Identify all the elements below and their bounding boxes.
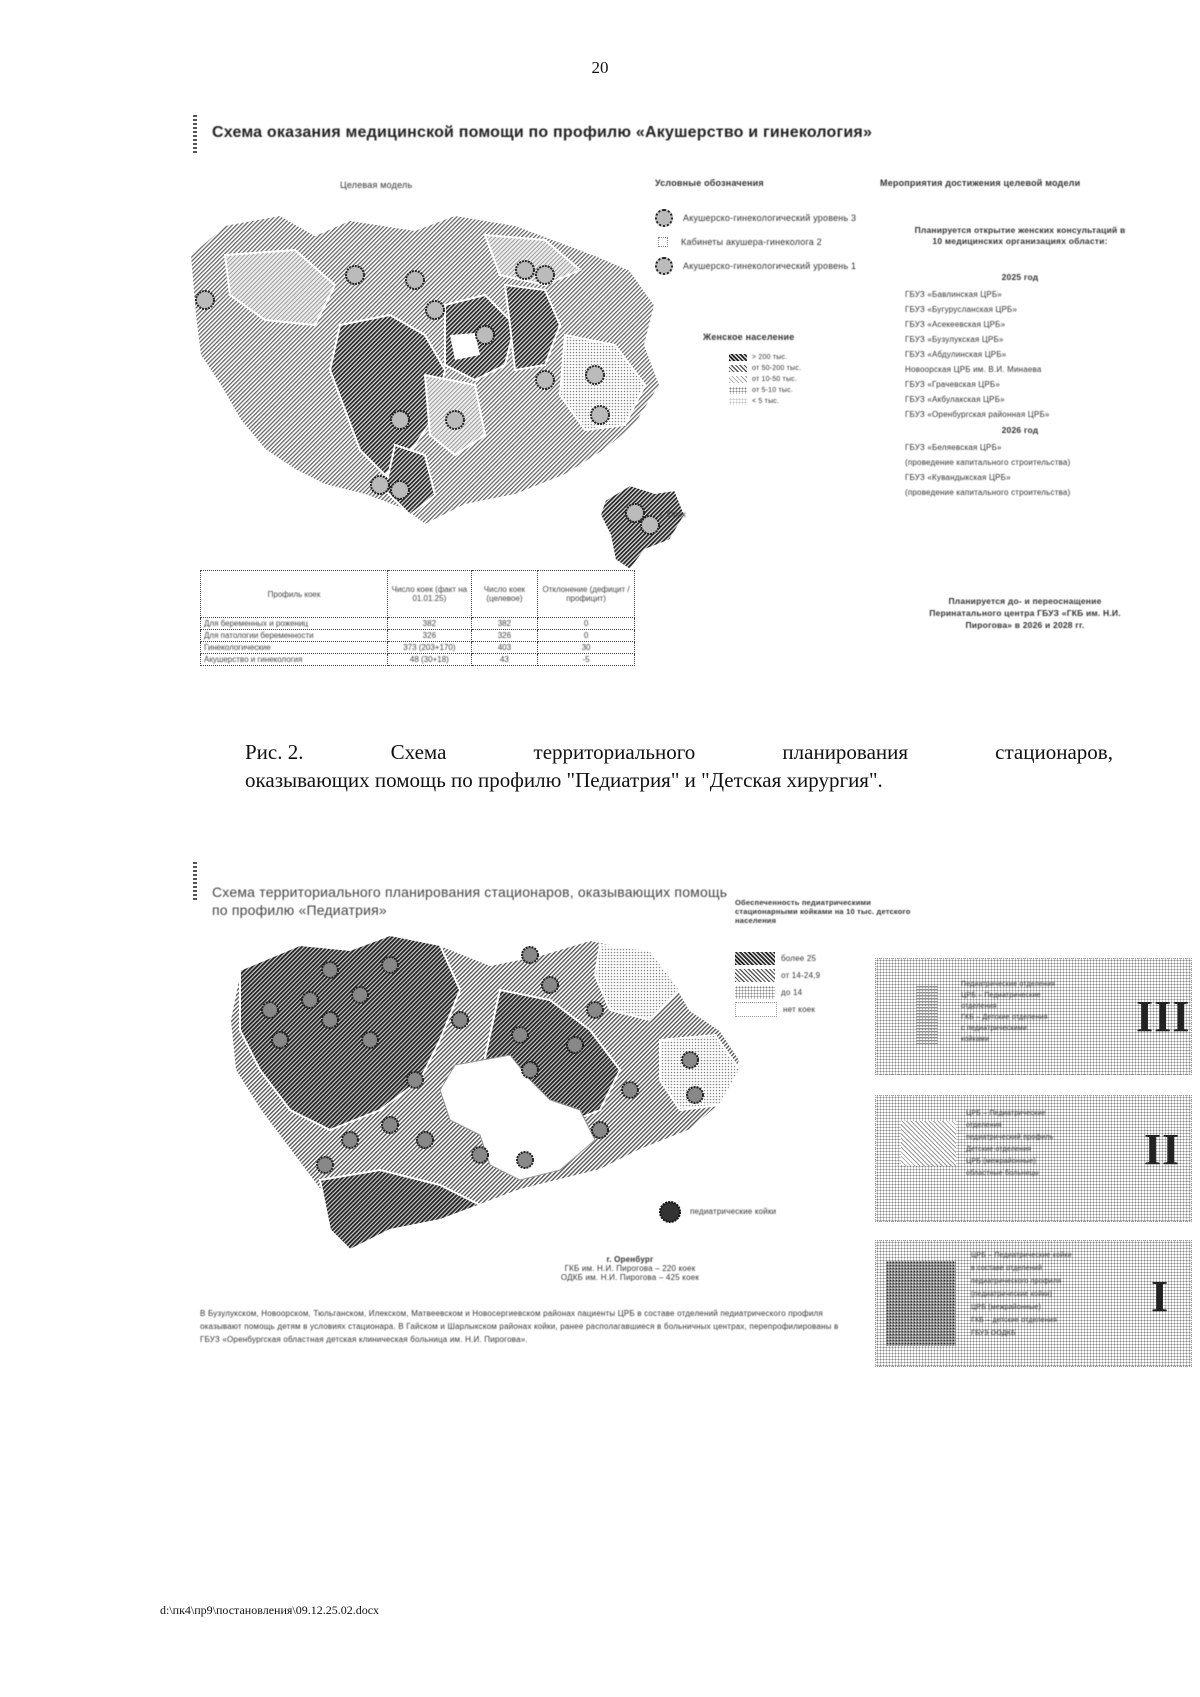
table-cell: 326 [388, 630, 472, 642]
figure-1-legend-header: Условные обозначения [655, 178, 764, 188]
figure-2-note: В Бузулукском, Новоорском, Тюльганском, Илекском, Матвеевском и Новосергиевском районах пациенты ЦРБ в составе отделений педиатрического профиля оказывают помощь детям в условиях стационара. В Гайском и Шарлыкском районах койки, ранее располагавшиеся в больничных центрах, перепрофилированы в ГБУЗ «Оренбургская областная детская клиническая больница им. Н.И. Пирогова». [200, 1309, 839, 1344]
population-swatch [729, 398, 747, 405]
legend-item [655, 230, 856, 254]
caption-word: стационаров, [995, 740, 1113, 764]
panel-line: ЦРБ (межрайонные) [971, 1304, 1042, 1311]
table-row [201, 630, 635, 642]
population-label: < 5 тыс. [752, 398, 780, 405]
population-label: от 10-50 тыс. [752, 376, 798, 383]
population-item [729, 352, 849, 363]
panel-line: ЦРБ – Педиатрические койки [971, 1252, 1072, 1259]
table-cell: 0 [538, 630, 635, 642]
population-swatch [729, 365, 747, 372]
panel-icon [916, 984, 938, 1044]
footer-file-path: d:\пк4\пр9\постановления\09.12.25.02.docx [160, 1603, 380, 1617]
figure-1-rule [193, 113, 197, 153]
population-swatch [729, 354, 747, 361]
city-hospital: ГКБ им. Н.И. Пирогова – 220 коек [564, 1264, 696, 1273]
list-item: ГБУЗ «Грачевская ЦРБ» [905, 380, 1001, 389]
panel-level-1 [875, 1240, 1192, 1367]
figure-2-title-line-2: по профилю «Педиатрия» [212, 902, 387, 918]
panel-icon [901, 1121, 956, 1166]
plan-note: Планируется до- и переоснащение Перинатального центра ГБУЗ «ГКБ им. Н.И. Пирогова» в 2026 и 2028 гг. [929, 596, 1121, 630]
panel-text [971, 1249, 1141, 1340]
caption-word: территориального [533, 740, 696, 764]
legend-label: от 14-24,9 [781, 971, 821, 980]
caption-word: Схема [390, 740, 447, 764]
list-item: ГБУЗ «Оренбургская районная ЦРБ» [905, 410, 1050, 419]
panel-level-2 [875, 1095, 1192, 1222]
caption-line-2: оказывающих помощь по профилю "Педиатрия" и "Детская хирургия". [245, 768, 883, 792]
panel-line: педиатрического профиля [971, 1278, 1062, 1285]
measures-list-2026 [905, 440, 1145, 500]
city-label: г. Орск [660, 510, 686, 519]
legend-item [655, 206, 856, 230]
level-label: I [1151, 1272, 1169, 1321]
panel-icon [886, 1261, 956, 1346]
list-item: (проведение капитального строительства) [905, 488, 1071, 497]
figure-1-region-map [185, 195, 705, 615]
panel-line: в составе отделений [971, 1265, 1043, 1272]
year-2025: 2025 год [1001, 272, 1039, 282]
table-cell: Акушерство и гинекология [201, 654, 388, 666]
table-cell: 382 [388, 618, 472, 630]
table-cell: 48 (30+18) [388, 654, 472, 666]
table-cell: 0 [538, 618, 635, 630]
table-cell: Для патологии беременности [201, 630, 388, 642]
caption-word: Рис. 2. [245, 740, 304, 764]
table-cell: -5 [538, 654, 635, 666]
table-cell: Для беременных и рожениц [201, 618, 388, 630]
legend-label: нет коек [783, 1005, 816, 1014]
caption-line-1 [245, 738, 1113, 766]
table-header-cell: Отклонение (дефицит / профицит) [538, 571, 635, 618]
caption-word: планирования [782, 740, 909, 764]
panel-line: педиатрический профиль [966, 1134, 1054, 1141]
table-cell: 326 [471, 630, 537, 642]
population-item [729, 363, 849, 374]
population-item [729, 374, 849, 385]
figure-1-map-header: Целевая модель [340, 180, 413, 190]
beds-table [200, 570, 635, 666]
panel-line: ГКБ – детские отделения [971, 1317, 1058, 1324]
measures-title: Планируется открытие женских консультаций в 10 медицинских организациях области: [914, 225, 1126, 246]
panel-line: ЦРБ (межрайонные) [966, 1158, 1037, 1165]
figure-1-measures-header: Мероприятия достижения целевой модели [880, 178, 1081, 188]
list-item: ГБУЗ «Акбулакская ЦРБ» [905, 395, 1005, 404]
panel-line: Педиатрические отделения [961, 981, 1056, 988]
hospital-level-1-icon [655, 257, 673, 275]
city-hospital: ОДКБ им. Н.И. Пирогова – 425 коек [560, 1273, 700, 1282]
list-item: ГБУЗ «Беляевская ЦРБ» [905, 443, 1002, 452]
table-row [201, 618, 635, 630]
table-header-cell: Профиль коек [201, 571, 388, 618]
panel-line: с педиатрическими [961, 1025, 1027, 1032]
panel-line: ГКБ – Детские отделения [961, 1014, 1048, 1021]
figure-1-title: Схема оказания медицинской помощи по профилю «Акушерство и гинекология» [212, 124, 873, 141]
legend-label: Кабинеты акушера-гинеколога 2 [681, 237, 822, 247]
figure-2-rule [193, 860, 197, 900]
panel-line: ГБУЗ ООДКБ [971, 1330, 1016, 1337]
population-label: от 5-10 тыс. [752, 387, 793, 394]
list-item: ГБУЗ «Кувандыкская ЦРБ» [905, 473, 1011, 482]
list-item: ГБУЗ «Бузулукская ЦРБ» [905, 335, 1004, 344]
table-cell: Гинекологические [201, 642, 388, 654]
table-cell: 373 (203+170) [388, 642, 472, 654]
panel-level-3 [875, 958, 1192, 1075]
population-swatch [729, 387, 747, 394]
level-label: II [1144, 1125, 1181, 1174]
population-swatch [729, 376, 747, 383]
population-legend [729, 352, 849, 407]
panel-line: Детские отделения [966, 1146, 1032, 1153]
hospital-level-3-icon [655, 209, 673, 227]
population-item [729, 396, 849, 407]
legend-label: Акушерско-гинекологический уровень 3 [683, 213, 857, 223]
figure-1-legend [655, 206, 856, 278]
table-header-cell: Число коек (факт на 01.01.25) [388, 571, 472, 618]
legend-label: до 14 [781, 988, 803, 997]
list-item: ГБУЗ «Бугурусланская ЦРБ» [905, 305, 1018, 314]
level-label: III [1136, 992, 1191, 1041]
figure-caption [245, 738, 1113, 794]
clinic-icon [658, 237, 668, 247]
population-label: от 50-200 тыс. [752, 365, 802, 372]
list-item: ГБУЗ «Асекеевская ЦРБ» [905, 320, 1006, 329]
panel-line: областные больницы [966, 1170, 1039, 1177]
city-block [520, 1255, 740, 1282]
list-item: Новоорская ЦРБ им. В.И. Минаева [905, 365, 1042, 374]
panel-line: ЦРБ – Педиатрические [966, 1110, 1046, 1117]
population-header: Женское население [703, 332, 795, 342]
hospital-label: педиатрические койки [690, 1207, 777, 1216]
panel-line: койками [961, 1036, 990, 1043]
population-item [729, 385, 849, 396]
table-row [201, 642, 635, 654]
population-label: > 200 тыс. [752, 354, 788, 361]
list-item: ГБУЗ «Абдулинская ЦРБ» [905, 350, 1007, 359]
table-row [201, 654, 635, 666]
panel-text [966, 1108, 1136, 1180]
table-header-row [201, 571, 635, 618]
table-cell: 382 [471, 618, 537, 630]
figure-2-title-line-1: Схема территориального планирования стационаров, оказывающих помощь [212, 884, 728, 900]
panel-line: (педиатрические койки) [971, 1291, 1053, 1298]
panel-line: ЦРБ – Педиатрические [961, 992, 1041, 999]
figure-2-legend-header: Обеспеченность педиатрическими стационарными койками на 10 тыс. детского населения [735, 898, 911, 925]
panel-text [961, 979, 1131, 1045]
list-item: ГБУЗ «Бавлинская ЦРБ» [905, 290, 1002, 299]
page-number: 20 [591, 58, 609, 77]
legend-label: Акушерско-гинекологический уровень 1 [683, 261, 857, 271]
table-header-cell: Число коек (целевое) [471, 571, 537, 618]
city-name: г. Оренбург [606, 1255, 654, 1264]
table-cell: 43 [471, 654, 537, 666]
table-cell: 403 [471, 642, 537, 654]
list-item: (проведение капитального строительства) [905, 458, 1071, 467]
measures-list-2025 [905, 287, 1145, 422]
panel-line: отделения [961, 1003, 997, 1010]
legend-item [655, 254, 856, 278]
panel-line: отделения [966, 1122, 1002, 1129]
legend-label: более 25 [781, 954, 817, 963]
year-2026: 2026 год [1001, 425, 1039, 435]
table-cell: 30 [538, 642, 635, 654]
